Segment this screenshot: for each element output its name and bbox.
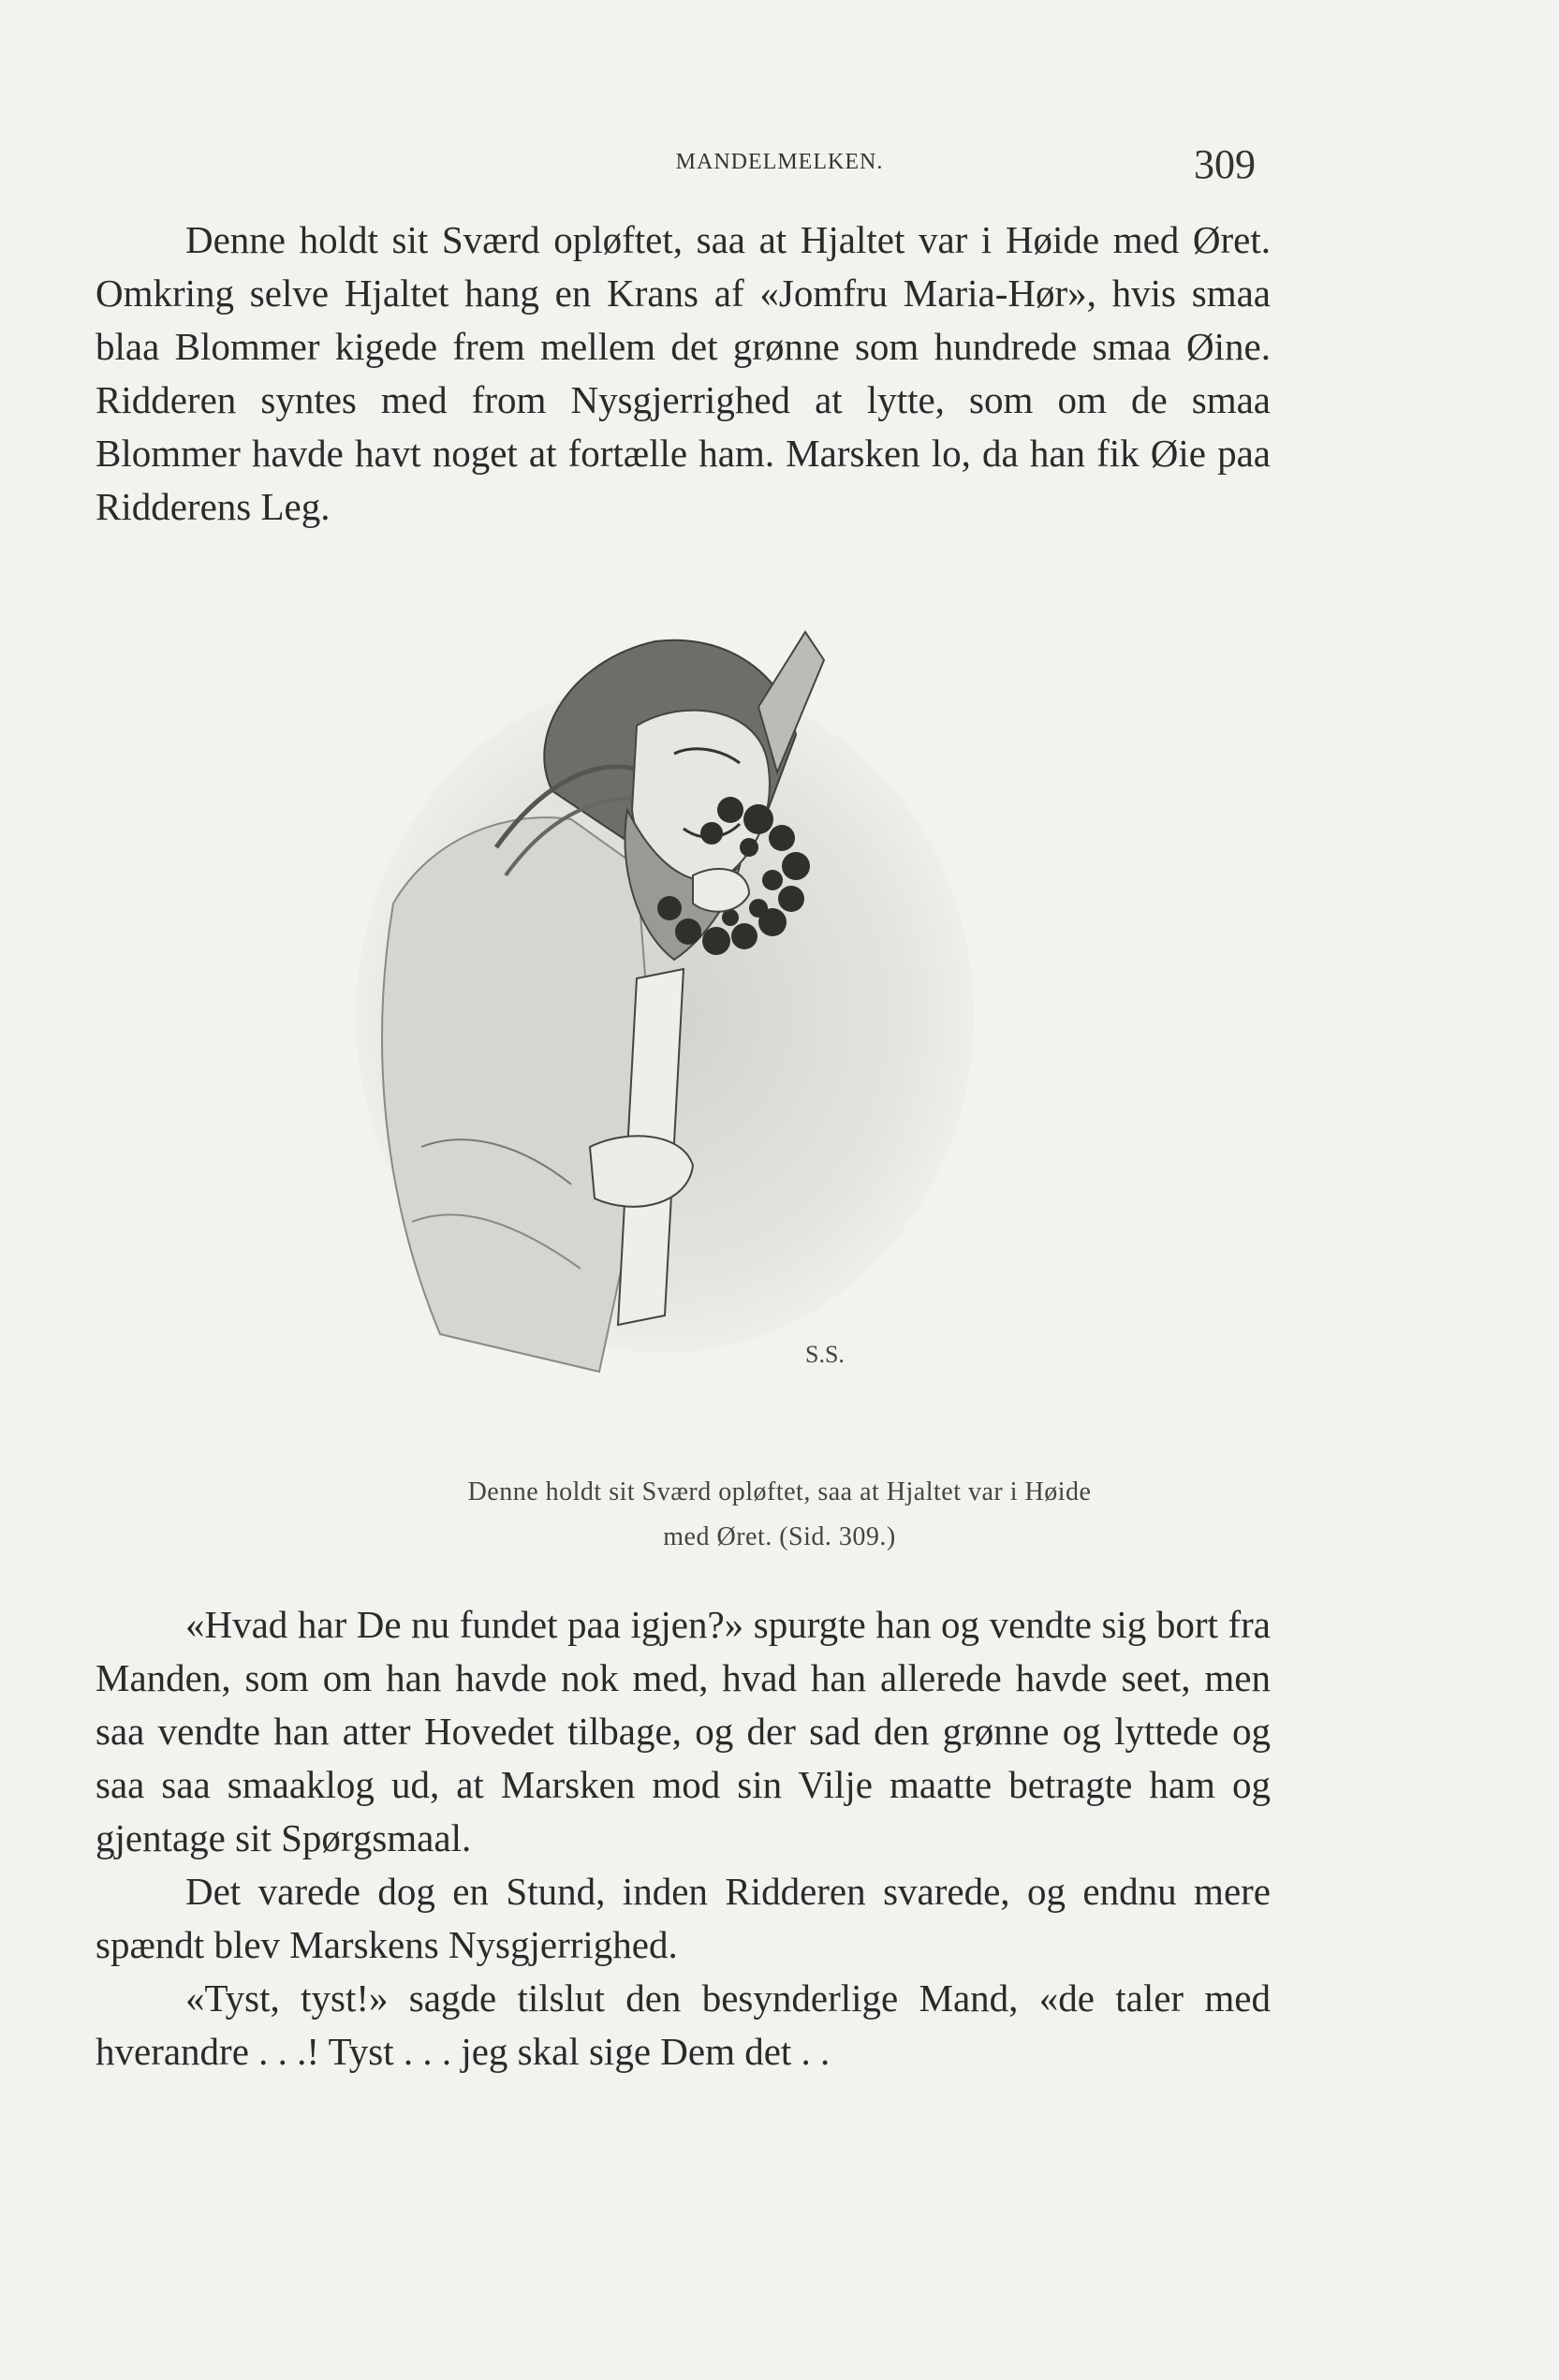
paragraph: Det varede dog en Stund, inden Ridderen svarede, og endnu mere spændt blev Marskens Nysgjerrighed.	[96, 1870, 1271, 1966]
paragraph: «Hvad har De nu fundet paa igjen?» spurgte han og vendte sig bort fra Manden, som om han havde nok med, hvad han allerede havde seet, men saa vendte han atter Hovedet tilbage, og der sad den grønne og lyttede og saa saa smaaklog ud, at Marsken mod sin Vilje maatte betragte ham og gjentage sit Spørgsmaal.	[96, 1603, 1271, 1859]
paragraph: Denne holdt sit Sværd opløftet, saa at Hjaltet var i Høide med Øret. Omkring selve Hjaltet hang en Krans af «Jomfru Maria-Hør», hvis smaa blaa Blommer kigede frem mellem det grønne som hundrede smaa Øine. Ridderen syntes med from Nysgjerrighed at lytte, som om de smaa Blommer havde havt noget at fortælle ham. Marsken lo, da han fik Øie paa Ridderens Leg.	[96, 218, 1271, 528]
caption-line-1: Denne holdt sit Sværd opløftet, saa at Hjaltet var i Høide	[467, 1477, 1092, 1506]
running-head: MANDELMELKEN.	[675, 150, 884, 174]
paragraph: «Tyst, tyst!» sagde tilslut den besynderlige Mand, «de taler med hverandre . . .! Tyst . . . jeg skal sige Dem det . .	[96, 1976, 1271, 2073]
artist-signature: S.S.	[805, 1341, 845, 1368]
cloak	[382, 817, 655, 1372]
page-number: 309	[1194, 141, 1256, 187]
caption-line-2: med Øret. (Sid. 309.)	[663, 1522, 896, 1551]
text-block-bottom	[96, 1598, 1271, 2079]
illustration-caption	[187, 1470, 1372, 1560]
hand-upper	[693, 869, 749, 912]
text-block-top	[96, 213, 1271, 534]
illustration-knight-with-sword	[356, 623, 1030, 1381]
